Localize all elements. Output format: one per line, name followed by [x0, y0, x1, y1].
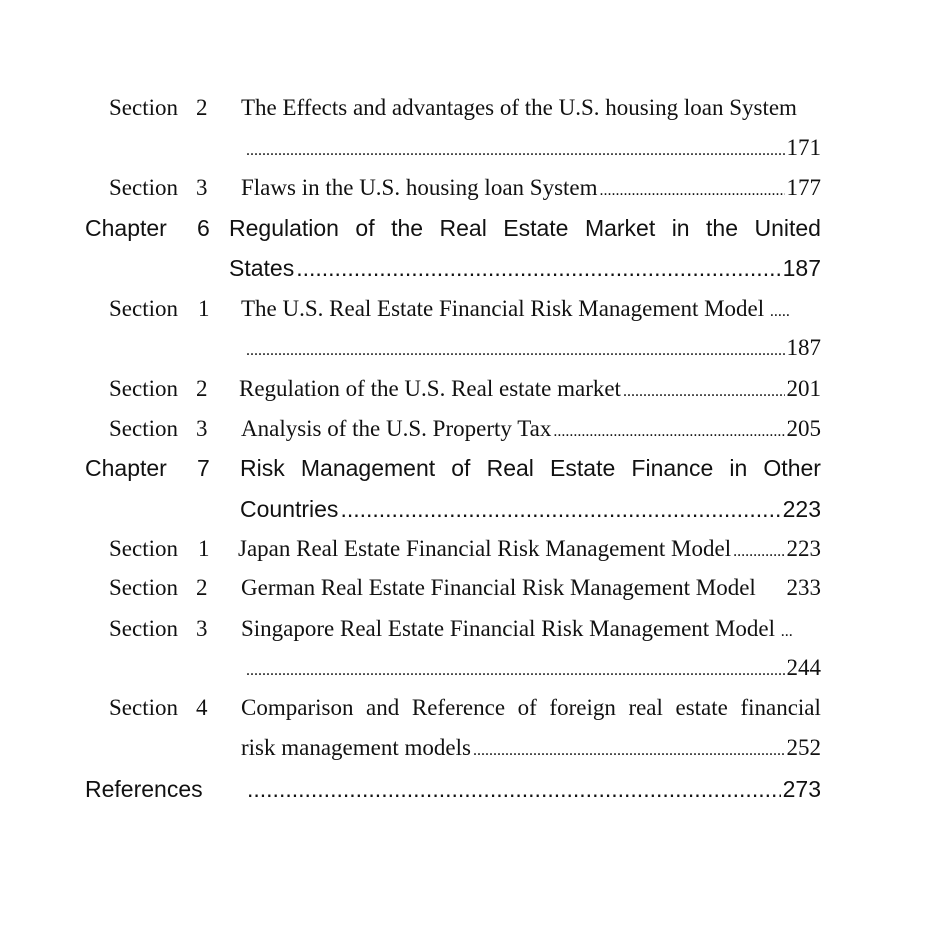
page-number: 187 — [782, 255, 821, 281]
toc-entry-chapter-6[interactable] — [0, 208, 946, 248]
toc-entry-section-3-singapore[interactable] — [0, 609, 946, 649]
toc-entry-chapter-7-cont[interactable] — [0, 489, 946, 529]
entry-title: German Real Estate Financial Risk Management Model — [241, 575, 756, 600]
toc-entry-section-2-german[interactable] — [0, 568, 946, 608]
title-word: financial — [740, 695, 821, 720]
section-label: Section — [109, 376, 178, 401]
references-label: References — [85, 776, 203, 802]
title-word: in — [671, 215, 690, 241]
section-title-line — [241, 688, 821, 728]
title-word: of — [517, 695, 537, 720]
section-number: 1 — [198, 296, 210, 321]
entry-row — [239, 369, 821, 412]
page-number: 177 — [786, 175, 821, 200]
title-word: Comparison — [241, 695, 354, 720]
dot-leader — [246, 651, 785, 691]
title-word: United — [754, 215, 821, 241]
chapter-title-line — [240, 448, 821, 488]
dot-leader — [246, 331, 785, 371]
entry-title: The Effects and advantages of the U.S. housing loan System — [241, 95, 797, 120]
dot-leader-row — [244, 648, 821, 691]
dot-leader — [340, 489, 780, 529]
toc-entry-references[interactable] — [0, 769, 946, 809]
title-word: of — [355, 215, 375, 241]
title-word: Real — [486, 455, 534, 481]
page-number: 252 — [786, 735, 821, 760]
title-word: Reference — [411, 695, 506, 720]
section-number: 4 — [196, 695, 208, 720]
title-word: Other — [763, 455, 821, 481]
title-word: of — [451, 455, 471, 481]
title-word: Market — [584, 215, 656, 241]
section-label: Section — [109, 95, 178, 120]
toc-entry-section-4-comparison-cont[interactable] — [0, 728, 946, 768]
section-number: 2 — [196, 95, 208, 120]
toc-entry-section-2-effects-cont[interactable] — [0, 128, 946, 168]
page-number: 171 — [786, 135, 821, 160]
toc-entry-section-3-flaws[interactable] — [0, 168, 946, 208]
title-word: in — [729, 455, 748, 481]
title-word: Real — [439, 215, 487, 241]
section-label: Section — [109, 695, 178, 720]
chapter-label: Chapter — [85, 455, 167, 481]
trailing-dots: ..... — [769, 303, 790, 320]
dot-leader — [600, 171, 785, 211]
page-number: 223 — [782, 496, 821, 522]
section-label: Section — [109, 175, 178, 200]
title-word: Risk — [240, 455, 285, 481]
entry-title: Analysis of the U.S. Property Tax — [241, 416, 552, 441]
dot-leader — [733, 532, 784, 572]
entry-title: Japan Real Estate Financial Risk Management Model — [238, 536, 732, 561]
title-word: Management — [300, 455, 436, 481]
title-word: the — [706, 215, 739, 241]
entry-title: Countries — [240, 496, 339, 522]
trailing-dots: ... — [780, 623, 793, 640]
toc-entry-section-2-regulation[interactable] — [0, 369, 946, 409]
toc-entry-section-2-effects[interactable] — [0, 88, 946, 128]
dot-leader — [247, 769, 781, 809]
page-number: 273 — [782, 776, 821, 802]
section-number: 3 — [196, 616, 208, 641]
dot-leader-row — [244, 128, 821, 171]
title-word: real — [628, 695, 663, 720]
dot-leader — [296, 248, 780, 288]
entry-row — [229, 248, 821, 288]
dot-leader — [246, 131, 785, 171]
chapter-number: 6 — [197, 215, 210, 241]
entry-title-wrap — [241, 289, 790, 332]
section-number: 2 — [196, 376, 208, 401]
toc-entry-section-4-comparison[interactable] — [0, 688, 946, 728]
entry-row — [241, 168, 821, 211]
page-number: 187 — [786, 335, 821, 360]
entry-row — [241, 728, 821, 771]
section-number: 1 — [198, 536, 210, 561]
toc-entry-section-1-us-model-cont[interactable] — [0, 328, 946, 368]
dot-leader — [473, 731, 785, 771]
title-word: Regulation — [229, 215, 339, 241]
toc-entry-section-1-us-model[interactable] — [0, 289, 946, 329]
page-number: 205 — [786, 416, 821, 441]
toc-entry-section-1-japan[interactable] — [0, 529, 946, 569]
section-label: Section — [109, 616, 178, 641]
entry-row — [238, 529, 821, 572]
title-word: Finance — [631, 455, 714, 481]
page-number: 233 — [786, 575, 821, 600]
chapter-number: 7 — [197, 455, 210, 481]
entry-row — [241, 409, 821, 452]
section-number: 3 — [196, 416, 208, 441]
entry-title: risk management models — [241, 735, 471, 760]
entry-title: The U.S. Real Estate Financial Risk Management Model — [241, 296, 765, 321]
toc-entry-chapter-6-cont[interactable] — [0, 248, 946, 288]
chapter-label: Chapter — [85, 215, 167, 241]
section-number: 2 — [196, 575, 208, 600]
entry-title-wrap — [241, 609, 793, 652]
dot-leader-row — [244, 328, 821, 371]
section-label: Section — [109, 296, 178, 321]
section-number: 3 — [196, 175, 208, 200]
dot-leader — [623, 372, 785, 412]
toc-entry-section-3-property-tax[interactable] — [0, 409, 946, 449]
entry-row — [241, 568, 821, 608]
entry-title: Flaws in the U.S. housing loan System — [241, 175, 598, 200]
entry-row — [245, 769, 821, 809]
dot-leader — [553, 412, 784, 452]
entry-title: Regulation of the U.S. Real estate market — [239, 376, 621, 401]
entry-title: States — [229, 255, 295, 281]
title-word: Estate — [550, 455, 616, 481]
page-number: 223 — [786, 536, 821, 561]
section-label: Section — [109, 416, 178, 441]
title-word: foreign — [549, 695, 616, 720]
entry-title: Singapore Real Estate Financial Risk Management Model — [241, 616, 775, 641]
section-label: Section — [109, 575, 178, 600]
section-label: Section — [109, 536, 178, 561]
toc-entry-section-3-singapore-cont[interactable] — [0, 648, 946, 688]
title-word: the — [391, 215, 424, 241]
chapter-title-line — [229, 208, 821, 248]
title-word: Estate — [503, 215, 569, 241]
title-word: and — [366, 695, 400, 720]
title-word: estate — [675, 695, 728, 720]
page-number: 201 — [786, 376, 821, 401]
toc-entry-chapter-7[interactable] — [0, 448, 946, 488]
entry-row — [240, 489, 821, 529]
page-number: 244 — [786, 655, 821, 680]
